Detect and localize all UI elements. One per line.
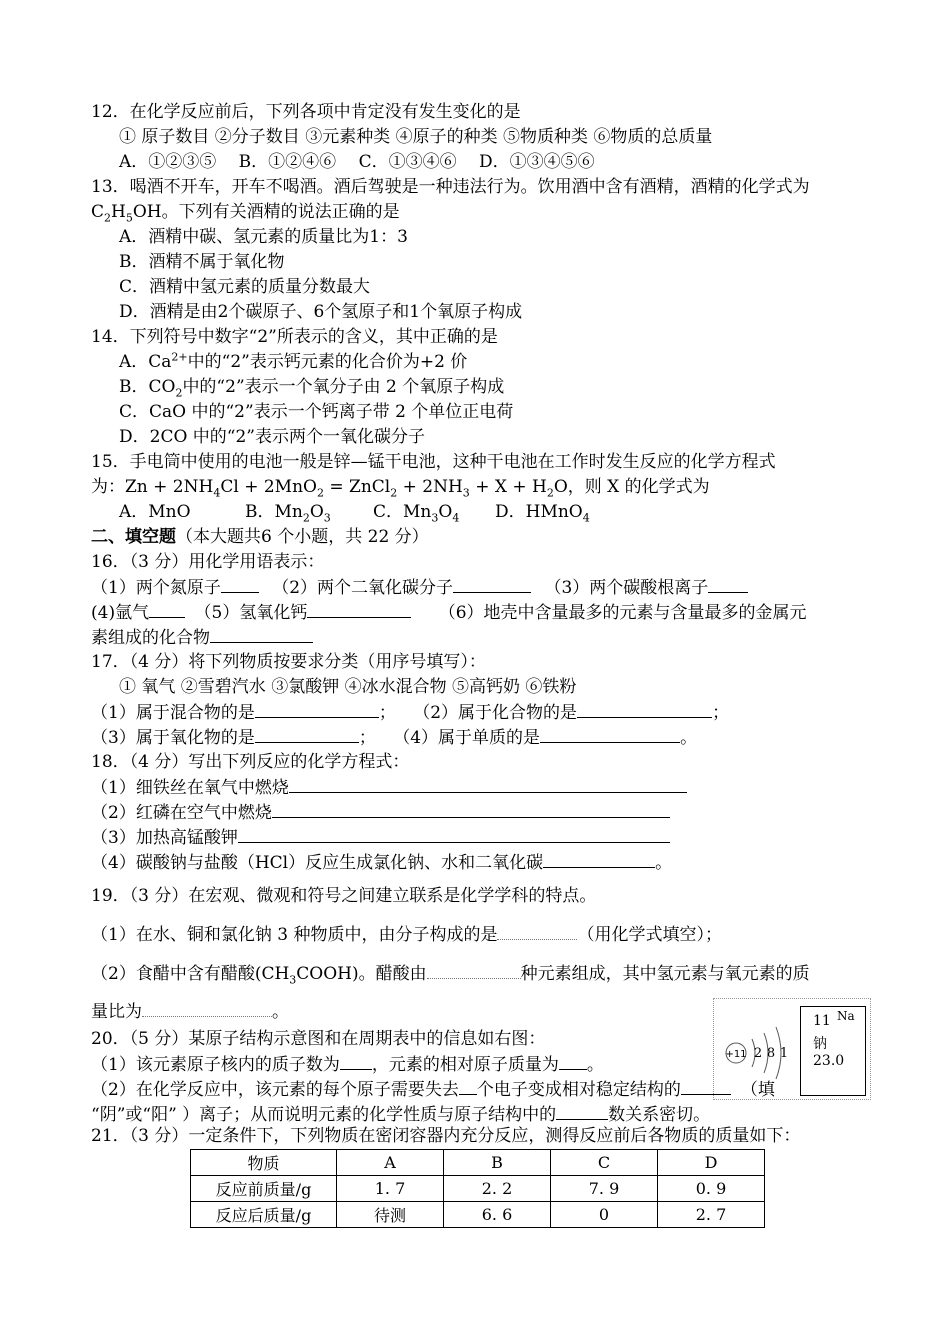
q20-line3: “阴”或“阳” ）离子；从而说明元素的化学性质与原子结构中的 数关系密切。 <box>91 1105 711 1125</box>
answer-blank[interactable] <box>142 1000 272 1017</box>
table-cell: 2. 7 <box>658 1202 765 1228</box>
q12-stem: 12．在化学反应前后，下列各项中肯定没有发生变化的是 <box>91 102 521 122</box>
answer-blank[interactable] <box>559 1053 587 1070</box>
q15-option-c: C．$Mn_3O_4$ <box>373 502 460 525</box>
table-cell: 待测 <box>337 1202 444 1228</box>
table-header: A <box>337 1150 444 1176</box>
table-cell: 反应前质量/g <box>191 1176 337 1202</box>
table-cell: 1. 7 <box>337 1176 444 1202</box>
q13-option-b: B．酒精不属于氧化物 <box>119 252 285 272</box>
q16-line3: 素组成的化合物 <box>91 626 313 648</box>
q14-stem: 14．下列符号中数字“2”所表示的含义，其中正确的是 <box>91 327 498 347</box>
element-name: 钠 <box>813 1036 827 1052</box>
q19-stem: 19．（3 分）在宏观、微观和符号之间建立联系是化学学科的特点。 <box>91 886 597 906</box>
atomic-mass: 23.0 <box>813 1053 845 1069</box>
q13-stem: 13．喝酒不开车，开车不喝酒。酒后驾驶是一种违法行为。饮用酒中含有酒精，酒精的化学式为 <box>91 177 810 197</box>
answer-blank[interactable] <box>543 851 655 868</box>
section2-heading <box>91 526 429 548</box>
q15-option-a: A．MnO <box>119 502 191 522</box>
answer-blank[interactable] <box>307 601 411 618</box>
q14-option-d: D．2CO 中的“2”表示两个一氧化碳分子 <box>119 427 425 447</box>
q14-option-c: C．CaO 中的“2”表示一个钙离子带 2 个单位正电荷 <box>119 402 514 422</box>
answer-blank[interactable] <box>340 1053 372 1070</box>
answer-blank[interactable] <box>556 1103 608 1120</box>
table-cell: 0. 9 <box>658 1176 765 1202</box>
section2-title: 二、填空题 <box>91 527 176 547</box>
shell-electrons: 2 <box>753 1046 763 1061</box>
q15-stem: 15．手电筒中使用的电池一般是锌—锰干电池，这种干电池在工作时发生反应的化学方程式 <box>91 452 776 472</box>
q15-option-b: B．$Mn_2O_3$ <box>245 502 331 525</box>
q18-line4: （4）碳酸钠与盐酸（HCl）反应生成氯化钠、水和二氧化碳 。 <box>91 853 673 873</box>
q13-stem-formula: $C_2H_5OH$。下列有关酒精的说法正确的是 <box>91 202 400 225</box>
table-cell: 0 <box>551 1202 658 1228</box>
table-header: B <box>444 1150 551 1176</box>
q18-line1: （1）细铁丝在氧气中燃烧 <box>91 776 687 798</box>
section2-note: （本大题共6 个小题，共 22 分） <box>176 527 429 547</box>
atomic-structure-diagram <box>718 1009 808 1089</box>
mass-table <box>190 1149 765 1228</box>
answer-blank[interactable] <box>708 576 748 593</box>
q14-option-b: B．$CO_2$中的“2”表示一个氧分子由 2 个氧原子构成 <box>119 377 505 400</box>
answer-blank[interactable] <box>255 726 359 743</box>
q14-option-a: A．$Ca^{2+}$中的“2”表示钙元素的化合价为+2 价 <box>119 350 468 372</box>
answer-blank[interactable] <box>427 962 521 979</box>
q17-stem: 17．（4 分）将下列物质按要求分类（用序号填写）： <box>91 652 486 672</box>
q20-line1: （1）该元素原子核内的质子数为 ，元素的相对原子质量为 。 <box>91 1055 604 1075</box>
table-header-row <box>191 1150 765 1176</box>
answer-blank[interactable] <box>577 701 712 718</box>
table-header: D <box>658 1150 765 1176</box>
q19-line2: （2）食醋中含有醋酸$(CH_3COOH)$。醋酸由 种元素组成，其中氢元素与氧元素的质 <box>91 964 810 987</box>
table-cell: 反应后质量/g <box>191 1202 337 1228</box>
q13-option-c: C．酒精中氢元素的质量分数最大 <box>119 277 371 297</box>
q12-options: A．①②③⑤ B．①②④⑥ C．①③④⑥ D．①③④⑤⑥ <box>119 152 595 172</box>
answer-blank[interactable] <box>210 626 313 643</box>
q15-option-d: D．HMnO$_4$ <box>495 502 590 525</box>
q18-stem: 18．（4 分）写出下列反应的化学方程式： <box>91 752 410 772</box>
table-cell: 2. 2 <box>444 1176 551 1202</box>
q15-equation: 为：$Zn + 2NH_4Cl + 2MnO_2$ = ZnCl$_2$ + $2NH_3 + X + H_2O$，则 X 的化学式为 <box>91 477 710 500</box>
q20-stem: 20．（5 分）某原子结构示意图和在周期表中的信息如右图： <box>91 1029 546 1049</box>
table-cell: 7. 9 <box>551 1176 658 1202</box>
answer-blank[interactable] <box>272 801 670 818</box>
q21-stem: 21．（3 分）一定条件下，下列物质在密闭容器内充分反应，测得反应前后各物质的质量如下： <box>91 1126 801 1146</box>
q16-stem: 16．（3 分）用化学用语表示： <box>91 552 325 572</box>
nucleus-charge: +11 <box>725 1049 747 1060</box>
answer-blank[interactable] <box>453 576 531 593</box>
q17-items: ① 氧气 ②雪碧汽水 ③氯酸钾 ④冰水混合物 ⑤高钙奶 ⑥铁粉 <box>119 677 577 697</box>
q16-line2: (4)氩气 （5）氢氧化钙 （6）地壳中含量最多的元素与含量最多的金属元 <box>91 603 807 623</box>
q17-line1: （1）属于混合物的是 ； （2）属于化合物的是 ； <box>91 703 730 723</box>
answer-blank[interactable] <box>497 923 577 940</box>
q16-line1: （1）两个氮原子 （2）两个二氧化碳分子 （3）两个碳酸根离子 <box>91 576 748 598</box>
answer-blank[interactable] <box>255 701 379 718</box>
q13-option-a: A．酒精中碳、氢元素的质量比为1：3 <box>119 227 408 247</box>
table-cell: 6. 6 <box>444 1202 551 1228</box>
table-header: C <box>551 1150 658 1176</box>
element-symbol: Na <box>837 1009 855 1023</box>
q18-line2: （2）红磷在空气中燃烧 <box>91 801 670 823</box>
q19-line1: （1）在水、铜和氯化钠 3 种物质中，由分子构成的是 （用化学式填空）； <box>91 925 722 945</box>
atomic-number: 11 <box>813 1013 831 1029</box>
answer-blank[interactable] <box>221 576 259 593</box>
table-row <box>191 1176 765 1202</box>
q17-line2: （3）属于氧化物的是 ； （4）属于单质的是 。 <box>91 728 698 748</box>
answer-blank[interactable] <box>149 601 185 618</box>
answer-blank[interactable] <box>238 826 670 843</box>
table-row <box>191 1202 765 1228</box>
answer-blank[interactable] <box>459 1078 477 1095</box>
q19-line3: 量比为 。 <box>91 1002 289 1022</box>
table-header: 物质 <box>191 1150 337 1176</box>
q20-line2: （2）在化学反应中，该元素的每个原子需要失去 个电子变成相对稳定结构的 （填 <box>91 1080 775 1100</box>
q18-line3: （3）加热高锰酸钾 <box>91 826 670 848</box>
q12-items: ① 原子数目 ②分子数目 ③元素种类 ④原子的种类 ⑤物质种类 ⑥物质的总质量 <box>119 127 713 147</box>
answer-blank[interactable] <box>540 726 680 743</box>
shell-electrons: 8 <box>766 1046 776 1061</box>
q13-option-d: D．酒精是由2个碳原子、6个氢原子和1个氧原子构成 <box>119 302 523 322</box>
shell-electrons: 1 <box>779 1046 789 1061</box>
periodic-table-cell <box>800 1006 866 1096</box>
answer-blank[interactable] <box>289 776 687 793</box>
